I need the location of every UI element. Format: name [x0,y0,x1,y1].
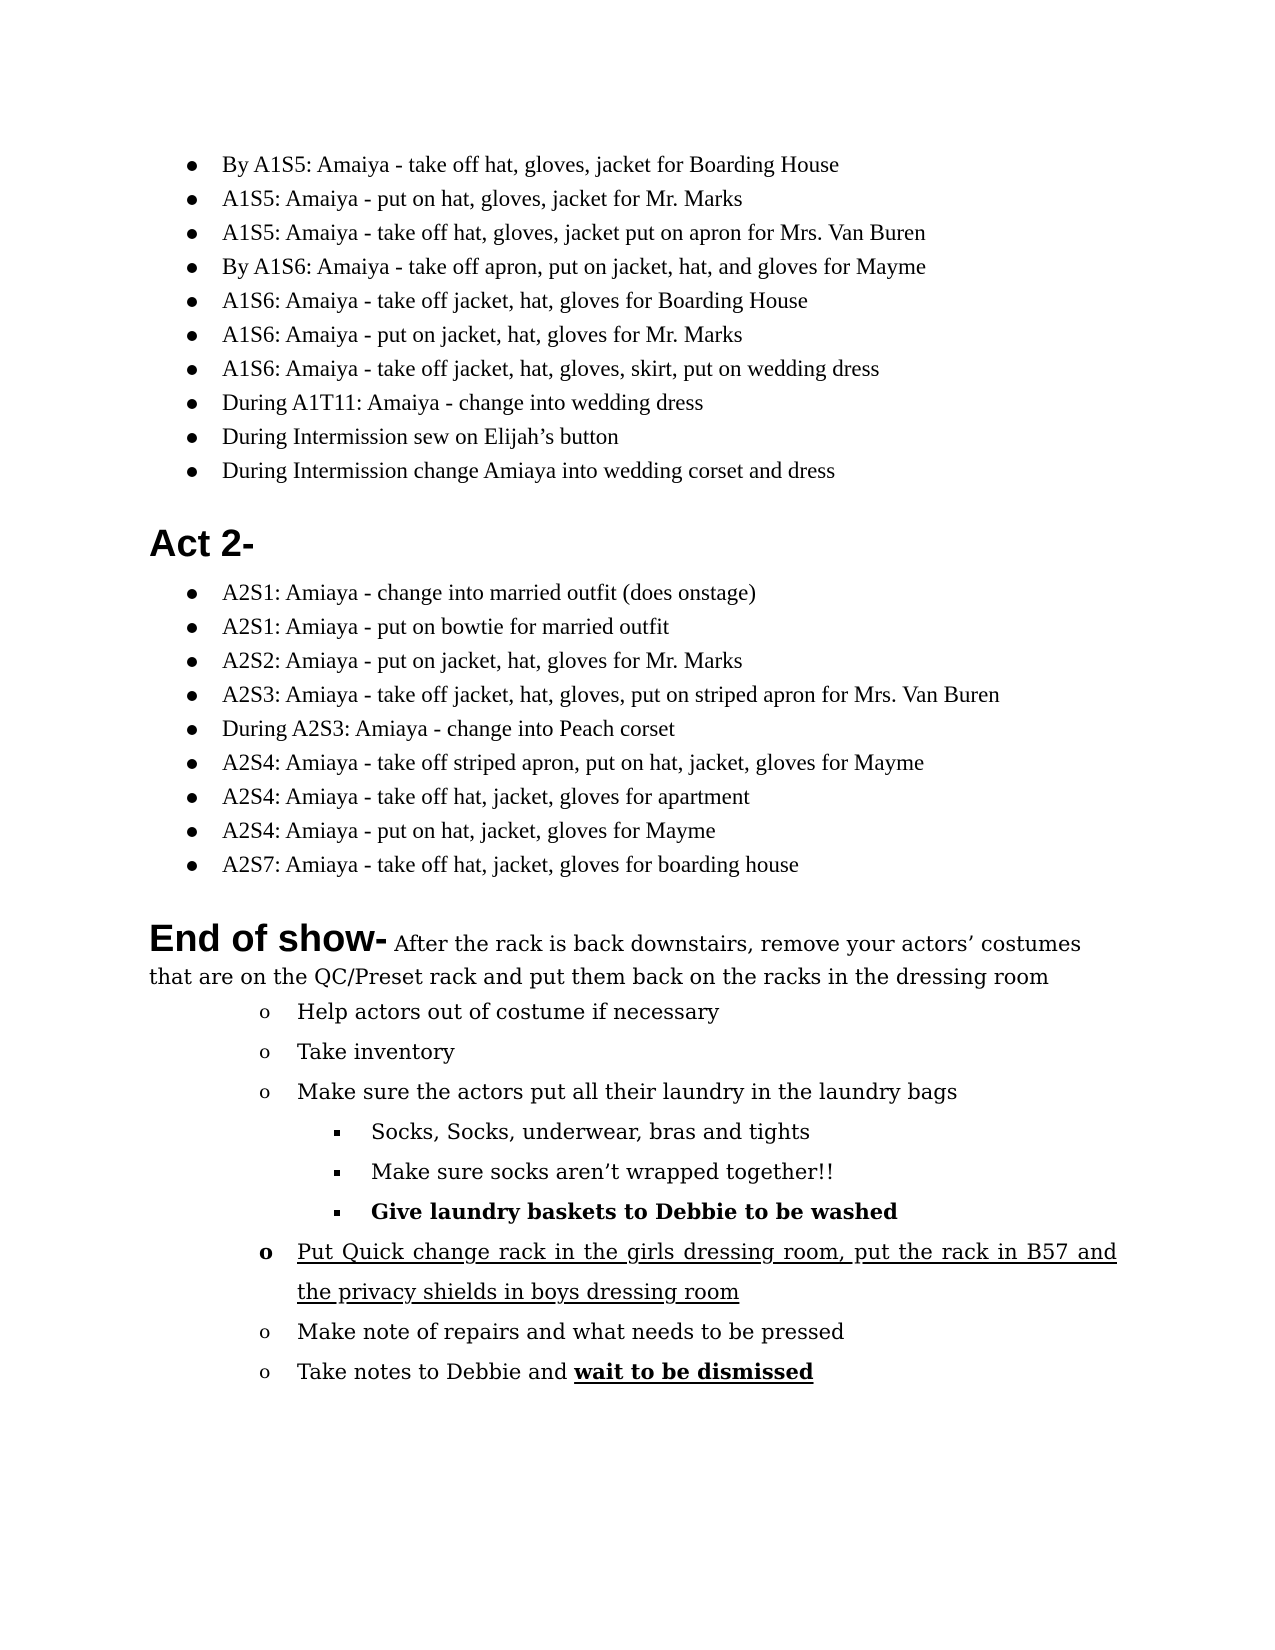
list-item: o Help actors out of costume if necessary [0,992,1117,1032]
bullet-icon [187,623,197,633]
act2-heading: Act 2- [149,523,255,565]
circle-bullet-icon: o [259,1001,271,1023]
bullet-icon [187,827,197,837]
list-item: o Make sure the actors put all their laundry in the laundry bags Socks, Socks, underwear, bras and tights Make sure socks aren’t wrapped together!! Give laundry baskets to Debbie to be washed [0,1072,1117,1232]
list-item: During Intermission change Amiaya into wedding corset and dress [0,454,926,488]
end-of-show-steps [0,992,1117,1392]
bullet-icon [187,759,197,769]
list-item: A2S3: Amiaya - take off jacket, hat, gloves, put on striped apron for Mrs. Van Buren [0,678,1000,712]
list-item: A1S6: Amaiya - put on jacket, hat, gloves for Mr. Marks [0,318,926,352]
list-item: A1S6: Amaiya - take off jacket, hat, gloves for Boarding House [0,284,926,318]
list-item: A2S2: Amiaya - put on jacket, hat, gloves for Mr. Marks [0,644,1000,678]
bullet-icon [187,691,197,701]
bullet-icon [187,263,197,273]
bullet-icon [187,657,197,667]
list-item: A1S5: Amaiya - take off hat, gloves, jacket put on apron for Mrs. Van Buren [0,216,926,250]
list-item: Make sure socks aren’t wrapped together!! [297,1152,1117,1192]
act2-cue-list [0,576,1000,882]
laundry-sub-list [297,1112,1117,1232]
list-item: A1S6: Amaiya - take off jacket, hat, gloves, skirt, put on wedding dress [0,352,926,386]
square-bullet-icon [334,1130,340,1136]
bullet-icon [187,297,197,307]
list-item: o Put Quick change rack in the girls dressing room, put the rack in B57 and the privacy shields in boys dressing room [0,1232,1117,1312]
bullet-icon [187,161,197,171]
bullet-icon [187,793,197,803]
bullet-icon [187,725,197,735]
list-item: A2S1: Amiaya - change into married outfit (does onstage) [0,576,1000,610]
list-item: o Make note of repairs and what needs to be pressed [0,1312,1117,1352]
circle-bullet-icon: o [259,1041,271,1063]
end-of-show-heading: End of show- [149,918,388,960]
bullet-icon [187,433,197,443]
end-of-show-intro: After the rack is back downstairs, remove your actors’ costumes [394,932,1082,956]
list-item: o Take inventory [0,1032,1117,1072]
list-item: By A1S5: Amaiya - take off hat, gloves, jacket for Boarding House [0,148,926,182]
act1-cue-list [0,148,926,488]
bullet-icon [187,467,197,477]
list-item: During A1T11: Amaiya - change into wedding dress [0,386,926,420]
end-of-show-section [149,916,1129,992]
list-item: A2S4: Amiaya - take off striped apron, put on hat, jacket, gloves for Mayme [0,746,1000,780]
list-item: o Take notes to Debbie and wait to be dismissed [0,1352,1117,1392]
circle-bullet-icon: o [259,1081,271,1103]
list-item: A2S4: Amiaya - put on hat, jacket, gloves for Mayme [0,814,1000,848]
list-item: Give laundry baskets to Debbie to be washed [297,1192,1117,1232]
bullet-icon [187,589,197,599]
bullet-icon [187,229,197,239]
bullet-icon [187,861,197,871]
end-of-show-intro-continued: that are on the QC/Preset rack and put them back on the racks in the dressing room [149,965,1049,989]
list-item: Socks, Socks, underwear, bras and tights [297,1112,1117,1152]
square-bullet-icon [334,1170,340,1176]
circle-bullet-icon: o [259,1321,271,1343]
list-item: By A1S6: Amaiya - take off apron, put on jacket, hat, and gloves for Mayme [0,250,926,284]
square-bullet-icon [334,1210,340,1216]
list-item: A2S1: Amiaya - put on bowtie for married outfit [0,610,1000,644]
list-item: During A2S3: Amiaya - change into Peach corset [0,712,1000,746]
list-item: During Intermission sew on Elijah’s button [0,420,926,454]
circle-bullet-icon: o [259,1361,271,1383]
bullet-icon [187,331,197,341]
list-item: A2S7: Amiaya - take off hat, jacket, gloves for boarding house [0,848,1000,882]
bullet-icon [187,365,197,375]
list-item: A1S5: Amaiya - put on hat, gloves, jacket for Mr. Marks [0,182,926,216]
circle-bullet-icon: o [259,1239,274,1264]
bullet-icon [187,195,197,205]
list-item: A2S4: Amiaya - take off hat, jacket, gloves for apartment [0,780,1000,814]
bullet-icon [187,399,197,409]
